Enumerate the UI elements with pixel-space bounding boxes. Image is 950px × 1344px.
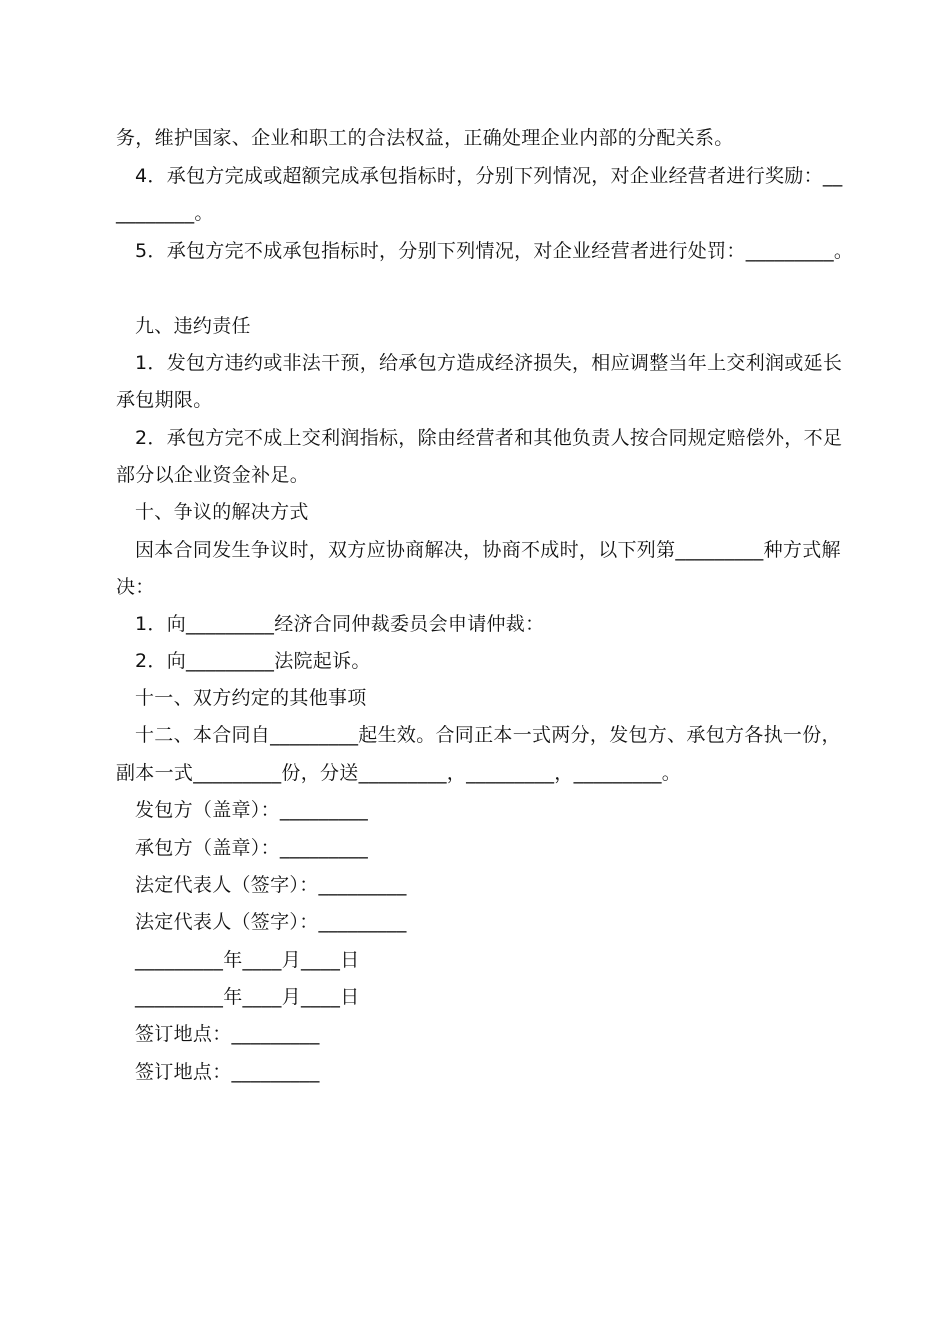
- text-line: 务，维护国家、企业和职工的合法权益，正确处理企业内部的分配关系。: [116, 127, 734, 149]
- text-line: 5．承包方完不成承包指标时，分别下列情况，对企业经营者进行处罚：_________。: [135, 240, 854, 262]
- text-line: 4．承包方完成或超额完成承包指标时，分别下列情况，对企业经营者进行奖励：__: [135, 165, 843, 187]
- text-line: 十二、本合同自_________起生效。合同正本一式两分，发包方、承包方各执一份，: [135, 724, 841, 746]
- place-line: 签订地点：_________: [135, 1023, 320, 1045]
- text-line: 因本合同发生争议时，双方应协商解决，协商不成时，以下列第_________种方式解: [135, 539, 841, 561]
- section-heading: 十、争议的解决方式: [135, 501, 309, 523]
- text-line: 1．向_________经济合同仲裁委员会申请仲裁：: [135, 613, 545, 635]
- text-line: ________。: [116, 202, 214, 224]
- text-line: 决：: [116, 576, 155, 598]
- text-line: 1．发包方违约或非法干预，给承包方造成经济损失，相应调整当年上交利润或延长: [135, 352, 843, 374]
- signature-line: 发包方（盖章）：_________: [135, 799, 369, 821]
- signature-line: 法定代表人（签字）：_________: [135, 911, 407, 933]
- signature-line: 承包方（盖章）：_________: [135, 837, 369, 859]
- section-heading: 九、违约责任: [135, 315, 251, 337]
- text-line: 副本一式_________份，分送_________，_________，_________。: [116, 762, 682, 784]
- date-line: _________年____月____日: [135, 986, 360, 1008]
- text-line: 2．向_________法院起诉。: [135, 650, 371, 672]
- date-line: _________年____月____日: [135, 949, 360, 971]
- section-heading: 十一、双方约定的其他事项: [135, 687, 367, 709]
- text-line: 部分以企业资金补足。: [116, 464, 310, 486]
- place-line: 签订地点：_________: [135, 1061, 320, 1083]
- signature-line: 法定代表人（签字）：_________: [135, 874, 407, 896]
- text-line: 2．承包方完不成上交利润指标，除由经营者和其他负责人按合同规定赔偿外，不足: [135, 427, 843, 449]
- text-line: 承包期限。: [116, 389, 213, 411]
